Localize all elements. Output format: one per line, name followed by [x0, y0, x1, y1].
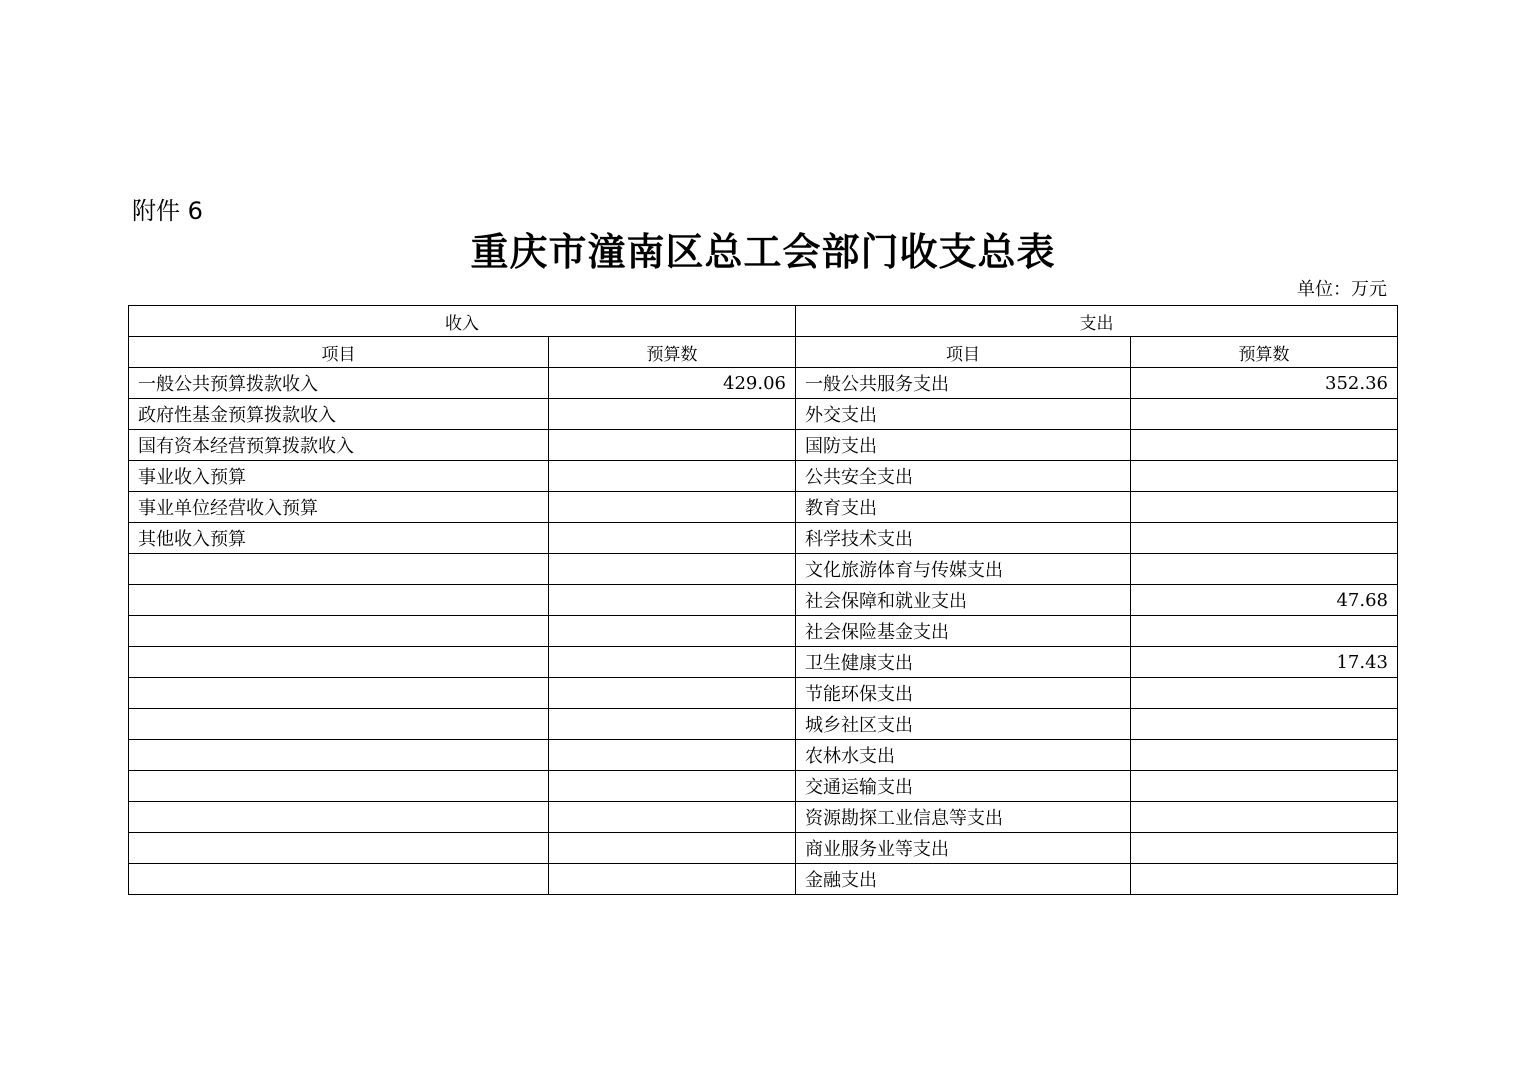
income-item-cell	[129, 585, 549, 616]
group-header-row	[129, 306, 1398, 337]
expense-item-cell: 科学技术支出	[796, 523, 1131, 554]
income-item-cell: 事业收入预算	[129, 461, 549, 492]
income-amount-cell	[549, 709, 796, 740]
income-item-cell: 一般公共预算拨款收入	[129, 368, 549, 399]
expense-amount-cell	[1131, 492, 1398, 523]
expense-item-cell: 卫生健康支出	[796, 647, 1131, 678]
expense-amount-cell	[1131, 833, 1398, 864]
expense-item-cell: 城乡社区支出	[796, 709, 1131, 740]
budget-table	[128, 305, 1398, 895]
expense-amount-cell	[1131, 461, 1398, 492]
expense-amount-cell	[1131, 554, 1398, 585]
expense-amount-cell	[1131, 678, 1398, 709]
income-amount-cell	[549, 864, 796, 895]
expense-amount-cell	[1131, 399, 1398, 430]
expense-amount-cell: 47.68	[1131, 585, 1398, 616]
table-row	[129, 554, 1398, 585]
income-item-cell	[129, 647, 549, 678]
expense-item-cell: 资源勘探工业信息等支出	[796, 802, 1131, 833]
expense-item-cell: 农林水支出	[796, 740, 1131, 771]
expense-amount-cell	[1131, 771, 1398, 802]
expense-amount-cell	[1131, 864, 1398, 895]
income-item-cell	[129, 833, 549, 864]
table-row	[129, 616, 1398, 647]
table-row	[129, 399, 1398, 430]
expenditure-group-header: 支出	[796, 306, 1398, 337]
income-amount-cell	[549, 833, 796, 864]
expense-item-cell: 金融支出	[796, 864, 1131, 895]
income-amount-cell	[549, 492, 796, 523]
income-amount-header: 预算数	[549, 337, 796, 368]
column-header-row	[129, 337, 1398, 368]
expense-item-cell: 文化旅游体育与传媒支出	[796, 554, 1131, 585]
table-row	[129, 492, 1398, 523]
income-item-cell	[129, 616, 549, 647]
income-amount-cell	[549, 461, 796, 492]
expense-item-cell: 节能环保支出	[796, 678, 1131, 709]
income-item-cell	[129, 678, 549, 709]
expense-item-cell: 国防支出	[796, 430, 1131, 461]
expense-item-cell: 一般公共服务支出	[796, 368, 1131, 399]
income-amount-cell	[549, 616, 796, 647]
income-item-cell: 国有资本经营预算拨款收入	[129, 430, 549, 461]
income-amount-cell	[549, 523, 796, 554]
expense-amount-cell	[1131, 616, 1398, 647]
income-amount-cell	[549, 554, 796, 585]
expense-amount-cell: 352.36	[1131, 368, 1398, 399]
table-row	[129, 523, 1398, 554]
income-item-cell	[129, 802, 549, 833]
income-item-cell	[129, 864, 549, 895]
income-item-cell	[129, 740, 549, 771]
expense-item-cell: 外交支出	[796, 399, 1131, 430]
table-row	[129, 430, 1398, 461]
expense-amount-cell: 17.43	[1131, 647, 1398, 678]
income-amount-cell	[549, 802, 796, 833]
table-row	[129, 740, 1398, 771]
income-amount-cell	[549, 678, 796, 709]
expense-item-cell: 社会保险基金支出	[796, 616, 1131, 647]
income-amount-cell	[549, 647, 796, 678]
income-item-cell: 政府性基金预算拨款收入	[129, 399, 549, 430]
income-amount-cell	[549, 430, 796, 461]
expense-amount-cell	[1131, 430, 1398, 461]
expense-item-header: 项目	[796, 337, 1131, 368]
income-item-header: 项目	[129, 337, 549, 368]
income-group-header: 收入	[129, 306, 796, 337]
income-amount-cell	[549, 585, 796, 616]
income-amount-cell	[549, 399, 796, 430]
expense-amount-cell	[1131, 709, 1398, 740]
expense-item-cell: 交通运输支出	[796, 771, 1131, 802]
income-item-cell: 事业单位经营收入预算	[129, 492, 549, 523]
table-row	[129, 678, 1398, 709]
income-amount-cell: 429.06	[549, 368, 796, 399]
table-row	[129, 368, 1398, 399]
expense-amount-cell	[1131, 523, 1398, 554]
attachment-label: 附件 6	[132, 197, 203, 225]
income-item-cell	[129, 709, 549, 740]
income-amount-cell	[549, 771, 796, 802]
table-row	[129, 585, 1398, 616]
income-item-cell: 其他收入预算	[129, 523, 549, 554]
income-item-cell	[129, 554, 549, 585]
income-amount-cell	[549, 740, 796, 771]
table-row	[129, 864, 1398, 895]
table-row	[129, 461, 1398, 492]
page-title: 重庆市潼南区总工会部门收支总表	[470, 229, 1056, 274]
table-row	[129, 771, 1398, 802]
expense-amount-cell	[1131, 740, 1398, 771]
expense-amount-header: 预算数	[1131, 337, 1398, 368]
expense-item-cell: 商业服务业等支出	[796, 833, 1131, 864]
expense-item-cell: 公共安全支出	[796, 461, 1131, 492]
unit-label: 单位：万元	[1297, 279, 1387, 300]
table-row	[129, 709, 1398, 740]
income-item-cell	[129, 771, 549, 802]
expense-item-cell: 教育支出	[796, 492, 1131, 523]
table-row	[129, 833, 1398, 864]
table-row	[129, 802, 1398, 833]
table-row	[129, 647, 1398, 678]
expense-amount-cell	[1131, 802, 1398, 833]
expense-item-cell: 社会保障和就业支出	[796, 585, 1131, 616]
